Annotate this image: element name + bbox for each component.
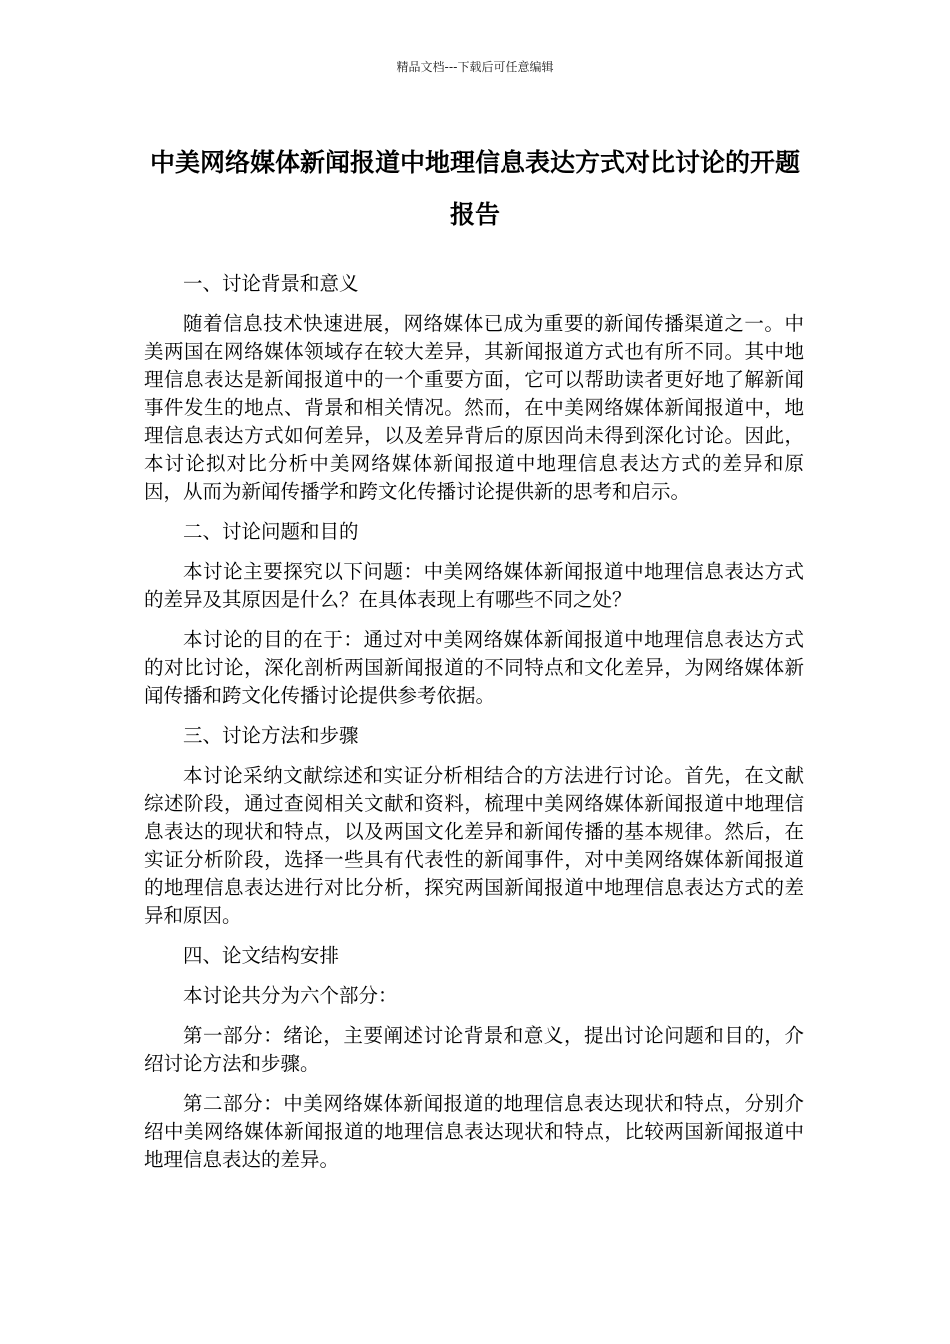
paragraph-questions: 本讨论主要探究以下问题：中美网络媒体新闻报道中地理信息表达方式的差异及其原因是什么？在具体表现上有哪些不同之处？: [144, 560, 804, 611]
section-heading-structure: 四、论文结构安排: [183, 944, 340, 967]
document-title: 中美网络媒体新闻报道中地理信息表达方式对比讨论的开题报告: [149, 148, 800, 229]
paragraph-structure-intro: 本讨论共分为六个部分：: [183, 984, 398, 1007]
section-heading-background: 一、讨论背景和意义: [183, 272, 359, 295]
paragraph-methods: 本讨论采纳文献综述和实证分析相结合的方法进行讨论。首先，在文献综述阶段，通过查阅相关文献和资料，梳理中美网络媒体新闻报道中地理信息表达的现状和特点，以及两国文化差异和新闻传播的基本规律。然后，在实证分析阶段，选择一些具有代表性的新闻事件，对中美网络媒体新闻报道的地理信息表达进行对比分析，探究两国新闻报道中地理信息表达方式的差异和原因。: [144, 764, 804, 927]
paragraph-part-two: 第二部分：中美网络媒体新闻报道的地理信息表达现状和特点，分别介绍中美网络媒体新闻报道的地理信息表达现状和特点，比较两国新闻报道中地理信息表达的差异。: [144, 1092, 804, 1171]
paragraph-background: 随着信息技术快速进展，网络媒体已成为重要的新闻传播渠道之一。中美两国在网络媒体领域存在较大差异，其新闻报道方式也有所不同。其中地理信息表达是新闻报道中的一个重要方面，它可以帮助读者更好地了解新闻事件发生的地点、背景和相关情况。然而，在中美网络媒体新闻报道中，地理信息表达方式如何差异，以及差异背后的原因尚未得到深化讨论。因此，本讨论拟对比分析中美网络媒体新闻报道中地理信息表达方式的差异和原因，从而为新闻传播学和跨文化传播讨论提供新的思考和启示。: [144, 312, 804, 503]
section-heading-methods: 三、讨论方法和步骤: [183, 724, 359, 747]
paragraph-part-one: 第一部分：绪论，主要阐述讨论背景和意义，提出讨论问题和目的，介绍讨论方法和步骤。: [144, 1024, 804, 1075]
section-heading-questions: 二、讨论问题和目的: [183, 520, 359, 543]
paragraph-purpose: 本讨论的目的在于：通过对中美网络媒体新闻报道中地理信息表达方式的对比讨论，深化剖析两国新闻报道的不同特点和文化差异，为网络媒体新闻传播和跨文化传播讨论提供参考依据。: [144, 628, 804, 707]
document-body: [144, 270, 804, 1186]
header-note: 精品文档---下载后可任意编辑: [396, 60, 554, 74]
